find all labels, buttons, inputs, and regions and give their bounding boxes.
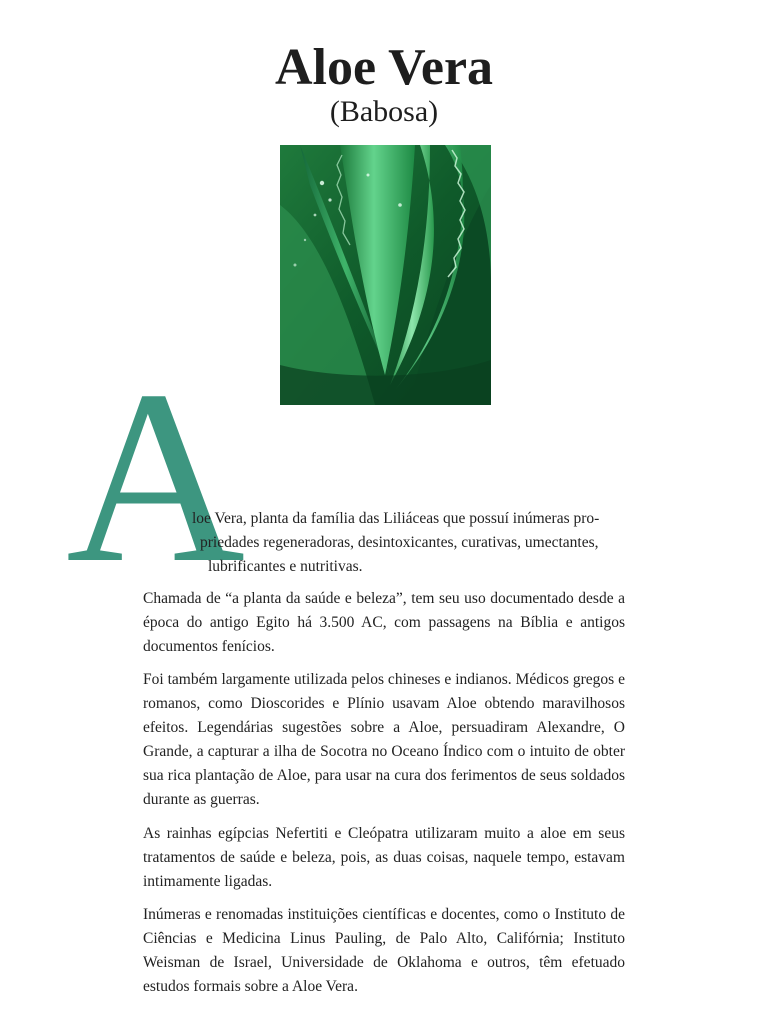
page-subtitle: (Babosa) <box>329 95 439 128</box>
intro-line-2: priedades regeneradoras, desintoxicantes, curativas, umectantes, <box>200 534 599 551</box>
body-paragraph-1: Chamada de “a planta da saúde e beleza”, tem seu uso documentado desde a época do antigo Egito há 3.500 AC, com passagens na Bíblia e antigos documentos fenícios. <box>143 590 625 655</box>
drop-cap-letter: A <box>66 339 246 614</box>
aloe-vera-photo <box>280 145 491 405</box>
body-paragraph-4: Inúmeras e renomadas instituições científicas e docentes, como o Instituto de Ciências e Medicina Linus Pauling, de Palo Alto, Califórnia; Instituto Weisman de Israel, Universidade de Oklahoma e outros, têm efetuado estudos formais sobre a Aloe Vera. <box>143 906 625 995</box>
aloe-leaf-illustration <box>280 145 491 405</box>
body-paragraph-2: Foi também largamente utilizada pelos chineses e indianos. Médicos gregos e romanos, como Dioscorides e Plínio usavam Aloe obtendo maravilhosos efeitos. Legendárias sugestões sobre a Aloe, persuadiram Alexandre, O Grande, a capturar a ilha de Socotra no Oceano Índico com o intuito de obter sua rica plantação de Aloe, para usar na cura dos ferimentos de seus soldados durante as guerras. <box>143 671 625 808</box>
intro-paragraph <box>192 507 625 579</box>
intro-line-1: loe Vera, planta da família das Liliáceas que possuí inúmeras pro- <box>192 510 600 527</box>
page-title: Aloe Vera <box>274 39 494 96</box>
body-paragraph-3: As rainhas egípcias Nefertiti e Cleópatra utilizaram muito a aloe em seus tratamentos de saúde e beleza, pois, as duas coisas, naquele tempo, estavam intimamente ligadas. <box>143 825 625 890</box>
intro-line-3: lubrificantes e nutritivas. <box>208 558 363 575</box>
